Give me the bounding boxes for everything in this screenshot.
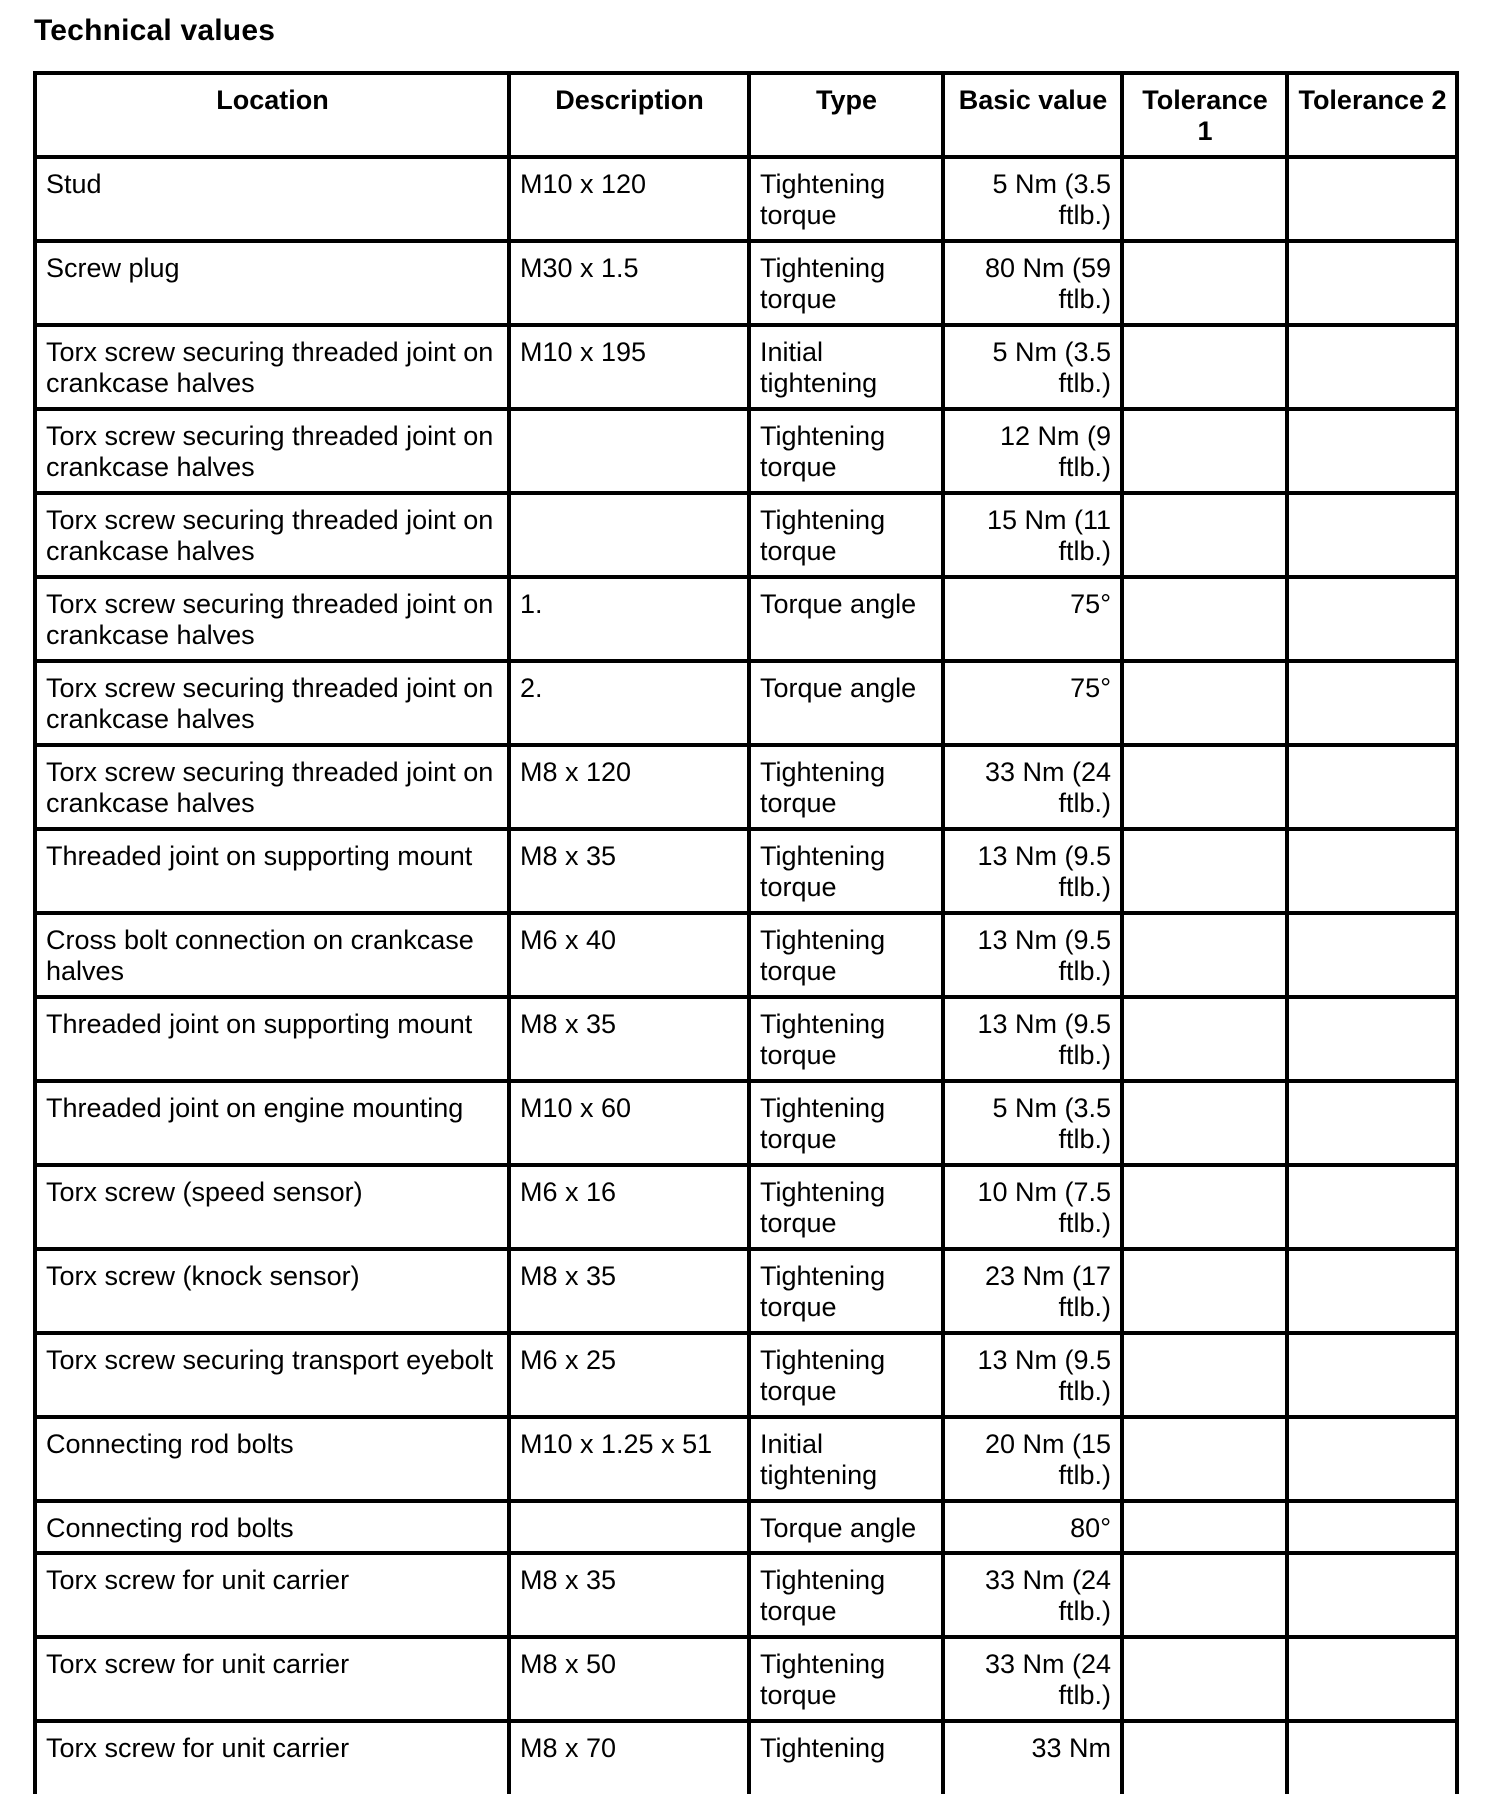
cell-type: Tightening torque: [749, 1333, 943, 1417]
cell-tolerance-1: [1122, 1721, 1287, 1794]
table-row: [35, 1165, 1457, 1249]
cell-tolerance-1: [1122, 913, 1287, 997]
cell-basic-value: 5 Nm (3.5 ftlb.): [943, 157, 1122, 241]
table-row: [35, 997, 1457, 1081]
cell-location: Stud: [35, 157, 509, 241]
table-row: [35, 829, 1457, 913]
cell-location: Cross bolt connection on crankcase halves: [35, 913, 509, 997]
table-row: [35, 493, 1457, 577]
table-row: [35, 409, 1457, 493]
cell-type: Tightening torque: [749, 829, 943, 913]
cell-type: Torque angle: [749, 661, 943, 745]
table-row: [35, 1501, 1457, 1553]
cell-location: Connecting rod bolts: [35, 1417, 509, 1501]
cell-description: M30 x 1.5: [509, 241, 749, 325]
cell-location: Torx screw securing threaded joint on crankcase halves: [35, 493, 509, 577]
table-row: [35, 661, 1457, 745]
cell-tolerance-1: [1122, 325, 1287, 409]
cell-description: [509, 1501, 749, 1553]
cell-tolerance-1: [1122, 661, 1287, 745]
technical-values-table: [33, 71, 1459, 1794]
page-title: Technical values: [34, 14, 276, 47]
cell-tolerance-1: [1122, 997, 1287, 1081]
cell-basic-value: 80°: [943, 1501, 1122, 1553]
cell-location: Torx screw securing threaded joint on crankcase halves: [35, 409, 509, 493]
cell-location: Torx screw for unit carrier: [35, 1553, 509, 1637]
cell-basic-value: 15 Nm (11 ftlb.): [943, 493, 1122, 577]
cell-tolerance-1: [1122, 1501, 1287, 1553]
cell-location: Torx screw securing transport eyebolt: [35, 1333, 509, 1417]
cell-description: M6 x 16: [509, 1165, 749, 1249]
cell-location: Connecting rod bolts: [35, 1501, 509, 1553]
table-row: [35, 1417, 1457, 1501]
table-row: [35, 1081, 1457, 1165]
cell-basic-value: 20 Nm (15 ftlb.): [943, 1417, 1122, 1501]
cell-type: Torque angle: [749, 577, 943, 661]
cell-type: Tightening torque: [749, 409, 943, 493]
table-row: [35, 577, 1457, 661]
cell-tolerance-1: [1122, 157, 1287, 241]
cell-tolerance-1: [1122, 409, 1287, 493]
cell-type: Tightening torque: [749, 1165, 943, 1249]
cell-type: Tightening torque: [749, 1637, 943, 1721]
table-row: [35, 1553, 1457, 1637]
cell-description: 2.: [509, 661, 749, 745]
cell-basic-value: 23 Nm (17 ftlb.): [943, 1249, 1122, 1333]
cell-type: Initial tightening: [749, 325, 943, 409]
cell-location: Torx screw securing threaded joint on crankcase halves: [35, 745, 509, 829]
cell-tolerance-2: [1287, 493, 1457, 577]
cell-location: Threaded joint on supporting mount: [35, 997, 509, 1081]
cell-location: Torx screw (speed sensor): [35, 1165, 509, 1249]
cell-basic-value: 75°: [943, 577, 1122, 661]
cell-location: Threaded joint on supporting mount: [35, 829, 509, 913]
cell-tolerance-2: [1287, 913, 1457, 997]
cell-tolerance-2: [1287, 409, 1457, 493]
cell-tolerance-2: [1287, 1081, 1457, 1165]
cell-description: M8 x 35: [509, 829, 749, 913]
cell-description: M6 x 25: [509, 1333, 749, 1417]
table-row: [35, 1333, 1457, 1417]
cell-basic-value: 75°: [943, 661, 1122, 745]
cell-location: Torx screw (knock sensor): [35, 1249, 509, 1333]
cell-tolerance-1: [1122, 493, 1287, 577]
cell-tolerance-2: [1287, 1333, 1457, 1417]
cell-tolerance-2: [1287, 1721, 1457, 1794]
table-row: [35, 157, 1457, 241]
cell-description: [509, 493, 749, 577]
cell-tolerance-2: [1287, 1165, 1457, 1249]
cell-location: Torx screw for unit carrier: [35, 1637, 509, 1721]
cell-type: Tightening torque: [749, 1553, 943, 1637]
cell-tolerance-1: [1122, 241, 1287, 325]
cell-location: Torx screw securing threaded joint on crankcase halves: [35, 325, 509, 409]
cell-description: M8 x 70: [509, 1721, 749, 1794]
cell-basic-value: 33 Nm (24 ftlb.): [943, 1553, 1122, 1637]
cell-tolerance-2: [1287, 1501, 1457, 1553]
technical-values-table-container: [33, 71, 1459, 1794]
cell-description: M8 x 35: [509, 1553, 749, 1637]
cell-tolerance-1: [1122, 1249, 1287, 1333]
cell-tolerance-1: [1122, 745, 1287, 829]
cell-type: Torque angle: [749, 1501, 943, 1553]
header-tolerance-2: Tolerance 2: [1287, 73, 1457, 157]
table-row: [35, 1721, 1457, 1794]
header-description: Description: [509, 73, 749, 157]
cell-location: Threaded joint on engine mounting: [35, 1081, 509, 1165]
cell-description: 1.: [509, 577, 749, 661]
cell-tolerance-2: [1287, 661, 1457, 745]
cell-basic-value: 13 Nm (9.5 ftlb.): [943, 829, 1122, 913]
cell-basic-value: 33 Nm: [943, 1721, 1122, 1794]
cell-type: Tightening torque: [749, 1249, 943, 1333]
cell-type: Tightening torque: [749, 241, 943, 325]
cell-type: Tightening torque: [749, 493, 943, 577]
cell-tolerance-1: [1122, 1637, 1287, 1721]
cell-basic-value: 5 Nm (3.5 ftlb.): [943, 325, 1122, 409]
cell-tolerance-2: [1287, 829, 1457, 913]
cell-tolerance-2: [1287, 1553, 1457, 1637]
header-location: Location: [35, 73, 509, 157]
cell-tolerance-2: [1287, 997, 1457, 1081]
table-row: [35, 1637, 1457, 1721]
table-row: [35, 241, 1457, 325]
cell-tolerance-2: [1287, 1249, 1457, 1333]
cell-location: Torx screw securing threaded joint on crankcase halves: [35, 577, 509, 661]
cell-description: M10 x 120: [509, 157, 749, 241]
cell-description: M10 x 60: [509, 1081, 749, 1165]
cell-basic-value: 13 Nm (9.5 ftlb.): [943, 1333, 1122, 1417]
cell-basic-value: 33 Nm (24 ftlb.): [943, 1637, 1122, 1721]
cell-description: [509, 409, 749, 493]
cell-tolerance-2: [1287, 157, 1457, 241]
cell-description: M8 x 35: [509, 997, 749, 1081]
cell-basic-value: 80 Nm (59 ftlb.): [943, 241, 1122, 325]
cell-location: Torx screw securing threaded joint on crankcase halves: [35, 661, 509, 745]
cell-basic-value: 33 Nm (24 ftlb.): [943, 745, 1122, 829]
table-row: [35, 325, 1457, 409]
cell-type: Tightening torque: [749, 997, 943, 1081]
table-row: [35, 913, 1457, 997]
cell-tolerance-2: [1287, 745, 1457, 829]
cell-tolerance-1: [1122, 1081, 1287, 1165]
cell-type: Tightening torque: [749, 913, 943, 997]
cell-basic-value: 10 Nm (7.5 ftlb.): [943, 1165, 1122, 1249]
header-type: Type: [749, 73, 943, 157]
cell-tolerance-1: [1122, 1553, 1287, 1637]
cell-tolerance-1: [1122, 1165, 1287, 1249]
cell-type: Tightening torque: [749, 745, 943, 829]
header-tolerance-1: Tolerance 1: [1122, 73, 1287, 157]
cell-description: M8 x 35: [509, 1249, 749, 1333]
cell-tolerance-2: [1287, 241, 1457, 325]
cell-tolerance-2: [1287, 577, 1457, 661]
cell-type: Tightening: [749, 1721, 943, 1794]
cell-description: M6 x 40: [509, 913, 749, 997]
cell-tolerance-2: [1287, 325, 1457, 409]
cell-tolerance-2: [1287, 1637, 1457, 1721]
cell-tolerance-1: [1122, 577, 1287, 661]
cell-description: M8 x 120: [509, 745, 749, 829]
cell-type: Initial tightening: [749, 1417, 943, 1501]
cell-location: Torx screw for unit carrier: [35, 1721, 509, 1794]
table-row: [35, 1249, 1457, 1333]
cell-basic-value: 13 Nm (9.5 ftlb.): [943, 913, 1122, 997]
cell-description: M10 x 195: [509, 325, 749, 409]
cell-type: Tightening torque: [749, 1081, 943, 1165]
header-basic-value: Basic value: [943, 73, 1122, 157]
cell-basic-value: 5 Nm (3.5 ftlb.): [943, 1081, 1122, 1165]
cell-tolerance-1: [1122, 829, 1287, 913]
cell-tolerance-1: [1122, 1333, 1287, 1417]
cell-description: M8 x 50: [509, 1637, 749, 1721]
cell-basic-value: 13 Nm (9.5 ftlb.): [943, 997, 1122, 1081]
cell-location: Screw plug: [35, 241, 509, 325]
cell-description: M10 x 1.25 x 51: [509, 1417, 749, 1501]
cell-tolerance-2: [1287, 1417, 1457, 1501]
cell-tolerance-1: [1122, 1417, 1287, 1501]
table-header-row: [35, 73, 1457, 157]
cell-type: Tightening torque: [749, 157, 943, 241]
table-row: [35, 745, 1457, 829]
cell-basic-value: 12 Nm (9 ftlb.): [943, 409, 1122, 493]
